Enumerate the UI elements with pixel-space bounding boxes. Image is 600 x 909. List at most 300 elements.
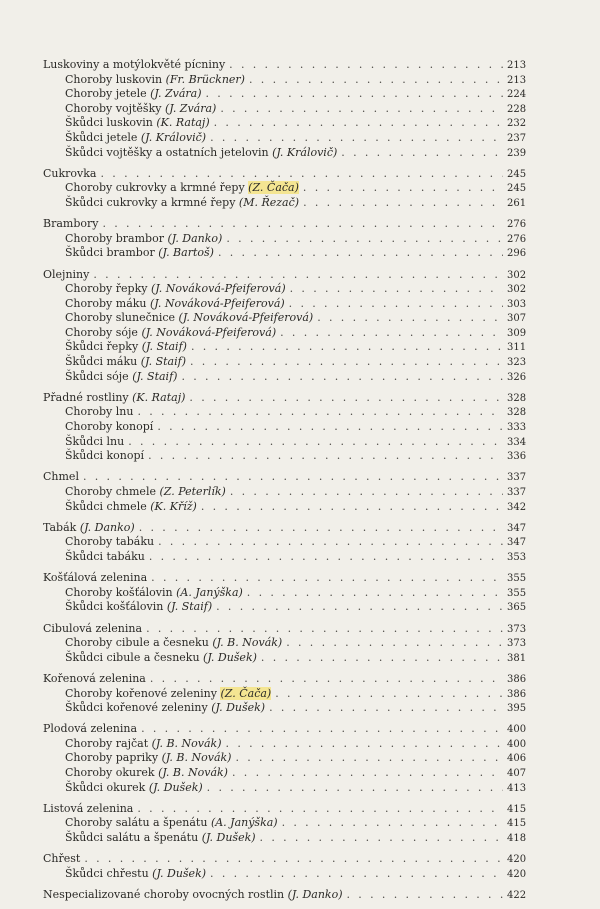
- entry-title-text: Škůdci máku: [65, 355, 138, 369]
- dot-leader: [229, 58, 503, 72]
- dot-leader: [280, 326, 503, 340]
- dot-leader: [157, 420, 503, 434]
- dot-leader: [216, 600, 503, 614]
- entry-author: (K. Kříž): [150, 499, 197, 513]
- entry-author: (K. Rataj): [156, 116, 210, 130]
- dot-leader: [269, 701, 503, 715]
- page-number: 347: [507, 537, 527, 549]
- dot-leader: [218, 246, 503, 260]
- page-number: 311: [507, 342, 527, 354]
- toc-section: [43, 217, 525, 261]
- toc-subentry: [43, 586, 525, 601]
- dot-leader: [226, 737, 503, 751]
- entry-title: [65, 355, 186, 369]
- entry-title: [65, 181, 299, 195]
- entry-title: [65, 651, 257, 665]
- entry-title: [65, 867, 206, 881]
- toc-subentry: [43, 737, 525, 752]
- page-number: 415: [507, 818, 527, 830]
- page-number: 276: [507, 233, 527, 245]
- entry-title-text: Plodová zelenina: [43, 722, 138, 736]
- entry-author: (J. Staif): [140, 355, 186, 369]
- toc-subentry: [43, 370, 525, 385]
- entry-title-text: Chřest: [43, 852, 81, 866]
- entry-title-text: Škůdci kořenové zeleniny: [65, 701, 208, 715]
- dot-leader: [210, 131, 503, 145]
- dot-leader: [148, 449, 503, 463]
- entry-title-text: Kořenová zelenina: [43, 671, 146, 685]
- entry-author: (J. Nováková-Pfeiferová): [141, 325, 277, 339]
- entry-title-text: Škůdci lnu: [65, 434, 125, 448]
- toc-section-heading: [43, 571, 525, 586]
- entry-title-text: Olejniny: [43, 267, 90, 281]
- page-number: 261: [507, 197, 527, 209]
- toc-section: [43, 268, 525, 385]
- entry-author: (J. B. Novák): [151, 736, 222, 750]
- entry-title: [65, 550, 145, 564]
- dot-leader: [220, 102, 503, 116]
- entry-title-text: Tabák: [43, 520, 77, 534]
- dot-leader: [128, 435, 503, 449]
- entry-title: [65, 405, 133, 419]
- entry-title-text: Choroby papriky: [65, 751, 159, 765]
- page-number: 415: [507, 803, 527, 815]
- entry-title-text: Choroby rajčat: [65, 736, 149, 750]
- dot-leader: [83, 470, 503, 484]
- entry-title: [43, 722, 137, 736]
- entry-author: (J. Dušek): [211, 701, 266, 715]
- entry-title: [65, 449, 144, 463]
- page-number: 302: [507, 284, 527, 296]
- entry-title: [43, 58, 225, 72]
- toc-section: [43, 802, 525, 846]
- toc-subentry: [43, 766, 525, 781]
- entry-author: (A. Janýška): [176, 585, 243, 599]
- toc-subentry: [43, 232, 525, 247]
- entry-title: [65, 687, 271, 701]
- dot-leader: [149, 550, 503, 564]
- page-number: 373: [507, 623, 527, 635]
- toc-subentry: [43, 449, 525, 464]
- entry-title: [43, 622, 142, 636]
- toc-section: [43, 470, 525, 514]
- entry-title-text: Choroby tabáku: [65, 535, 155, 549]
- dot-leader: [84, 852, 503, 866]
- entry-title: [65, 420, 153, 434]
- toc-subentry: [43, 181, 525, 196]
- page-number: 381: [507, 652, 527, 664]
- entry-title-text: Choroby kořenové zeleniny: [65, 686, 217, 700]
- entry-title: [43, 571, 147, 585]
- page-number: 245: [507, 168, 527, 180]
- dot-leader: [141, 722, 503, 736]
- entry-author: (J. Dušek): [201, 831, 256, 845]
- entry-title-text: Choroby cukrovky a krmné řepy: [65, 181, 245, 195]
- toc-subentry: [43, 701, 525, 716]
- dot-leader: [282, 816, 503, 830]
- dot-leader: [207, 781, 503, 795]
- entry-title: [65, 636, 282, 650]
- entry-title-text: Škůdci chřestu: [65, 866, 149, 880]
- entry-title: [65, 282, 286, 296]
- entry-title: [65, 146, 337, 160]
- page-number: 213: [507, 60, 527, 71]
- dot-leader: [347, 888, 503, 902]
- dot-leader: [189, 391, 503, 405]
- entry-title-text: Škůdci košťálovin: [65, 600, 164, 614]
- page-number: 276: [507, 219, 527, 231]
- page-number: 365: [507, 602, 527, 614]
- entry-title-text: Škůdci salátu a špenátu: [65, 831, 199, 845]
- page-number: 420: [507, 868, 527, 880]
- page-number: 386: [507, 688, 527, 700]
- page-number: 328: [507, 407, 527, 419]
- entry-title-text: Choroby salátu a špenátu: [65, 816, 208, 830]
- entry-title-text: Přadné rostliny: [43, 390, 129, 404]
- entry-title-text: Choroby lnu: [65, 405, 134, 419]
- toc-section: [43, 722, 525, 795]
- entry-title-text: Košťálová zelenina: [43, 571, 148, 585]
- toc-section: [43, 571, 525, 615]
- entry-title-text: Choroby okurek: [65, 766, 155, 780]
- entry-title-text: Choroby cibule a česneku: [65, 636, 209, 650]
- entry-title-text: Škůdci jetele: [65, 130, 138, 144]
- toc-subentry: [43, 535, 525, 550]
- table-of-contents: [43, 58, 525, 909]
- dot-leader: [226, 232, 503, 246]
- entry-title: [65, 232, 222, 246]
- entry-title: [43, 672, 146, 686]
- page-number: 326: [507, 371, 527, 383]
- toc-section-heading: [43, 217, 525, 232]
- entry-author: (J. Staif): [141, 340, 187, 354]
- entry-title-text: Choroby jetele: [65, 87, 147, 101]
- toc-subentry: [43, 73, 525, 88]
- toc-section-heading: [43, 268, 525, 283]
- entry-title: [43, 888, 343, 902]
- toc-subentry: [43, 311, 525, 326]
- page-number: 296: [507, 248, 527, 260]
- dot-leader: [137, 802, 503, 816]
- dot-leader: [101, 167, 504, 181]
- entry-title: [65, 370, 177, 384]
- entry-title: [65, 297, 285, 311]
- entry-title: [65, 116, 210, 130]
- dot-leader: [146, 622, 503, 636]
- page-number: 239: [507, 147, 527, 159]
- entry-author: (J. Staif): [132, 369, 178, 383]
- page-number: 323: [507, 357, 527, 369]
- toc-subentry: [43, 146, 525, 161]
- entry-author: (Z. Čača): [248, 181, 299, 195]
- entry-title: [65, 535, 154, 549]
- entry-title: [65, 701, 265, 715]
- entry-author: (J. B. Novák): [158, 766, 228, 780]
- toc-section: [43, 58, 525, 160]
- entry-title: [43, 167, 97, 181]
- page-number: 337: [507, 487, 527, 498]
- toc-section: [43, 622, 525, 666]
- toc-subentry: [43, 636, 525, 651]
- entry-author: (J. Danko): [287, 888, 343, 901]
- toc-section: [43, 852, 525, 881]
- dot-leader: [341, 146, 503, 160]
- page-number: 395: [507, 703, 527, 715]
- page-number: 228: [507, 103, 527, 115]
- entry-title-text: Cukrovka: [43, 166, 97, 180]
- page-number: 307: [507, 313, 527, 325]
- entry-title-text: Škůdci sóje: [65, 369, 129, 383]
- toc-section: [43, 521, 525, 565]
- toc-section: [43, 167, 525, 211]
- dot-leader: [289, 297, 503, 311]
- entry-author: (M. Řezač): [238, 195, 300, 209]
- entry-author: (J. Zvára): [164, 101, 217, 115]
- entry-title-text: Choroby luskovin: [65, 72, 163, 86]
- dot-leader: [190, 355, 503, 369]
- entry-author: (J. Bartoš): [158, 246, 214, 260]
- entry-title: [43, 217, 98, 231]
- dot-leader: [201, 500, 503, 514]
- entry-title-text: Škůdci řepky: [65, 340, 139, 354]
- toc-section-heading: [43, 521, 525, 536]
- entry-title-text: Choroby brambor: [65, 231, 164, 245]
- page-number: 418: [507, 833, 527, 845]
- entry-title: [65, 600, 212, 614]
- page-number: 407: [507, 768, 527, 780]
- toc-section: [43, 672, 525, 716]
- entry-author: (J. B. Novák): [212, 636, 283, 650]
- dot-leader: [158, 535, 503, 549]
- entry-title: [43, 852, 80, 866]
- page-number: 355: [507, 573, 527, 585]
- page-number: 245: [507, 183, 527, 195]
- page-number: 400: [507, 724, 527, 736]
- page-number: 333: [507, 422, 527, 434]
- page-number: 303: [507, 298, 527, 310]
- entry-title: [65, 816, 278, 830]
- entry-title-text: Nespecializované choroby ovocných rostlin: [43, 888, 285, 901]
- page-number: 224: [507, 89, 527, 101]
- dot-leader: [261, 651, 503, 665]
- page-number: 337: [507, 472, 527, 484]
- entry-title-text: Choroby sóje: [65, 325, 138, 339]
- entry-title: [65, 246, 214, 260]
- entry-title-text: Škůdci tabáku: [65, 549, 145, 563]
- entry-author: (J. Danko): [167, 231, 223, 245]
- entry-title-text: Choroby máku: [65, 296, 147, 310]
- entry-title-text: Chmel: [43, 470, 79, 484]
- entry-author: (Z. Čača): [220, 686, 272, 700]
- entry-author: (J. Dušek): [148, 780, 203, 794]
- toc-section-heading: [43, 167, 525, 182]
- entry-author: (J. Nováková-Pfeiferová): [150, 296, 285, 310]
- entry-title: [65, 586, 243, 600]
- dot-leader: [181, 370, 503, 384]
- entry-title: [65, 340, 187, 354]
- entry-title-text: Škůdci konopí: [65, 449, 145, 463]
- page-number: 373: [507, 638, 527, 650]
- entry-title: [43, 391, 185, 405]
- dot-leader: [290, 282, 503, 296]
- toc-section-heading: [43, 802, 525, 817]
- entry-title: [65, 311, 313, 325]
- dot-leader: [247, 586, 503, 600]
- page-number: 420: [507, 854, 527, 866]
- dot-leader: [235, 751, 503, 765]
- entry-title-text: Škůdci vojtěšky a ostatních jetelovin: [65, 145, 269, 159]
- entry-title: [65, 500, 197, 514]
- page-number: 213: [507, 74, 527, 86]
- entry-title: [43, 268, 89, 282]
- entry-title: [43, 802, 133, 816]
- toc-section: [43, 391, 525, 464]
- page-number: 342: [507, 501, 527, 513]
- toc-section-heading: [43, 470, 525, 485]
- entry-title: [43, 470, 79, 484]
- toc-section-heading: [43, 888, 525, 903]
- entry-title: [65, 766, 228, 780]
- entry-title-text: Škůdci cibule a česneku: [65, 650, 200, 664]
- entry-title-text: Choroby konopí: [65, 420, 154, 434]
- page-number: 347: [507, 522, 527, 534]
- toc-subentry: [43, 116, 525, 131]
- page-number: 232: [507, 118, 527, 130]
- dot-leader: [232, 766, 503, 780]
- entry-title: [65, 326, 276, 340]
- dot-leader: [230, 485, 503, 499]
- entry-title-text: Choroby slunečnice: [65, 311, 176, 325]
- toc-subentry: [43, 485, 525, 500]
- entry-title: [65, 196, 299, 210]
- entry-author: (J. Staif): [166, 600, 213, 614]
- entry-title-text: Škůdci brambor: [65, 246, 155, 260]
- toc-subentry: [43, 831, 525, 846]
- page-number: 353: [507, 551, 527, 563]
- toc-section-heading: [43, 391, 525, 406]
- entry-title: [65, 73, 245, 87]
- entry-title: [65, 102, 216, 116]
- dot-leader: [93, 268, 503, 282]
- entry-author: (K. Rataj): [132, 390, 186, 404]
- entry-title-text: Škůdci luskovin: [65, 116, 153, 130]
- page-number: 328: [507, 392, 527, 404]
- entry-title: [65, 751, 231, 765]
- entry-author: (J. B. Novák): [161, 751, 232, 765]
- entry-author: (J. Nováková-Pfeiferová): [178, 311, 314, 325]
- page-number: 406: [507, 753, 527, 765]
- entry-title: [65, 831, 256, 845]
- entry-author: (J. Dušek): [152, 866, 207, 880]
- toc-section-heading: [43, 622, 525, 637]
- dot-leader: [150, 672, 503, 686]
- entry-author: (A. Janýška): [210, 816, 278, 830]
- entry-title: [65, 781, 203, 795]
- toc-subentry: [43, 550, 525, 565]
- entry-author: (J. Královič): [272, 145, 338, 159]
- entry-author: (J. Nováková-Pfeiferová): [150, 282, 286, 296]
- toc-subentry: [43, 600, 525, 615]
- page-number: 336: [507, 451, 527, 463]
- entry-author: (Z. Peterlík): [159, 485, 226, 498]
- dot-leader: [206, 87, 503, 101]
- dot-leader: [303, 196, 503, 210]
- toc-subentry: [43, 435, 525, 450]
- entry-title-text: Choroby vojtěšky: [65, 101, 162, 115]
- toc-subentry: [43, 326, 525, 341]
- entry-title: [65, 435, 124, 449]
- toc-section-heading: [43, 722, 525, 737]
- dot-leader: [210, 867, 503, 881]
- toc-section-heading: [43, 852, 525, 867]
- entry-title: [65, 87, 202, 101]
- entry-title-text: Škůdci okurek: [65, 780, 146, 794]
- entry-title-text: Choroby chmele: [65, 485, 156, 498]
- page-number: 309: [507, 327, 527, 339]
- entry-title-text: Choroby košťálovin: [65, 585, 173, 599]
- toc-subentry: [43, 781, 525, 796]
- toc-subentry: [43, 500, 525, 515]
- toc-subentry: [43, 816, 525, 831]
- dot-leader: [249, 73, 503, 87]
- page-number: 386: [507, 673, 527, 685]
- entry-title-text: Luskoviny a motýlokvěté pícniny: [43, 58, 226, 71]
- toc-subentry: [43, 405, 525, 420]
- toc-section: [43, 888, 525, 903]
- entry-author: (J. Zvára): [150, 87, 202, 101]
- toc-subentry: [43, 867, 525, 882]
- toc-subentry: [43, 687, 525, 702]
- entry-title-text: Listová zelenina: [43, 801, 134, 815]
- dot-leader: [191, 340, 503, 354]
- entry-author: (J. Královič): [140, 130, 207, 144]
- page-number: 334: [507, 436, 527, 448]
- page-number: 413: [507, 782, 527, 794]
- dot-leader: [317, 311, 503, 325]
- page-number: 422: [507, 890, 527, 901]
- page-number: 302: [507, 269, 527, 281]
- entry-title-text: Cibulová zelenina: [43, 621, 143, 635]
- dot-leader: [286, 636, 503, 650]
- toc-subentry: [43, 131, 525, 146]
- toc-subentry: [43, 297, 525, 312]
- page-number: 355: [507, 587, 527, 599]
- dot-leader: [151, 571, 503, 585]
- toc-subentry: [43, 340, 525, 355]
- toc-subentry: [43, 751, 525, 766]
- entry-title-text: Škůdci cukrovky a krmné řepy: [65, 195, 236, 209]
- entry-author: (Fr. Brückner): [165, 72, 245, 86]
- entry-title: [65, 131, 206, 145]
- toc-subentry: [43, 282, 525, 297]
- dot-leader: [303, 181, 503, 195]
- entry-title-text: Škůdci chmele: [65, 499, 147, 513]
- dot-leader: [139, 521, 503, 535]
- dot-leader: [214, 116, 503, 130]
- toc-subentry: [43, 196, 525, 211]
- page-number: 400: [507, 738, 527, 750]
- toc-subentry: [43, 102, 525, 117]
- entry-author: (J. Dušek): [203, 650, 257, 664]
- entry-title: [43, 521, 135, 535]
- dot-leader: [260, 831, 503, 845]
- page-number: 237: [507, 132, 527, 144]
- toc-section-heading: [43, 58, 525, 73]
- toc-subentry: [43, 651, 525, 666]
- dot-leader: [102, 217, 503, 231]
- entry-title-text: Brambory: [43, 217, 99, 231]
- entry-author: (J. Danko): [79, 520, 135, 534]
